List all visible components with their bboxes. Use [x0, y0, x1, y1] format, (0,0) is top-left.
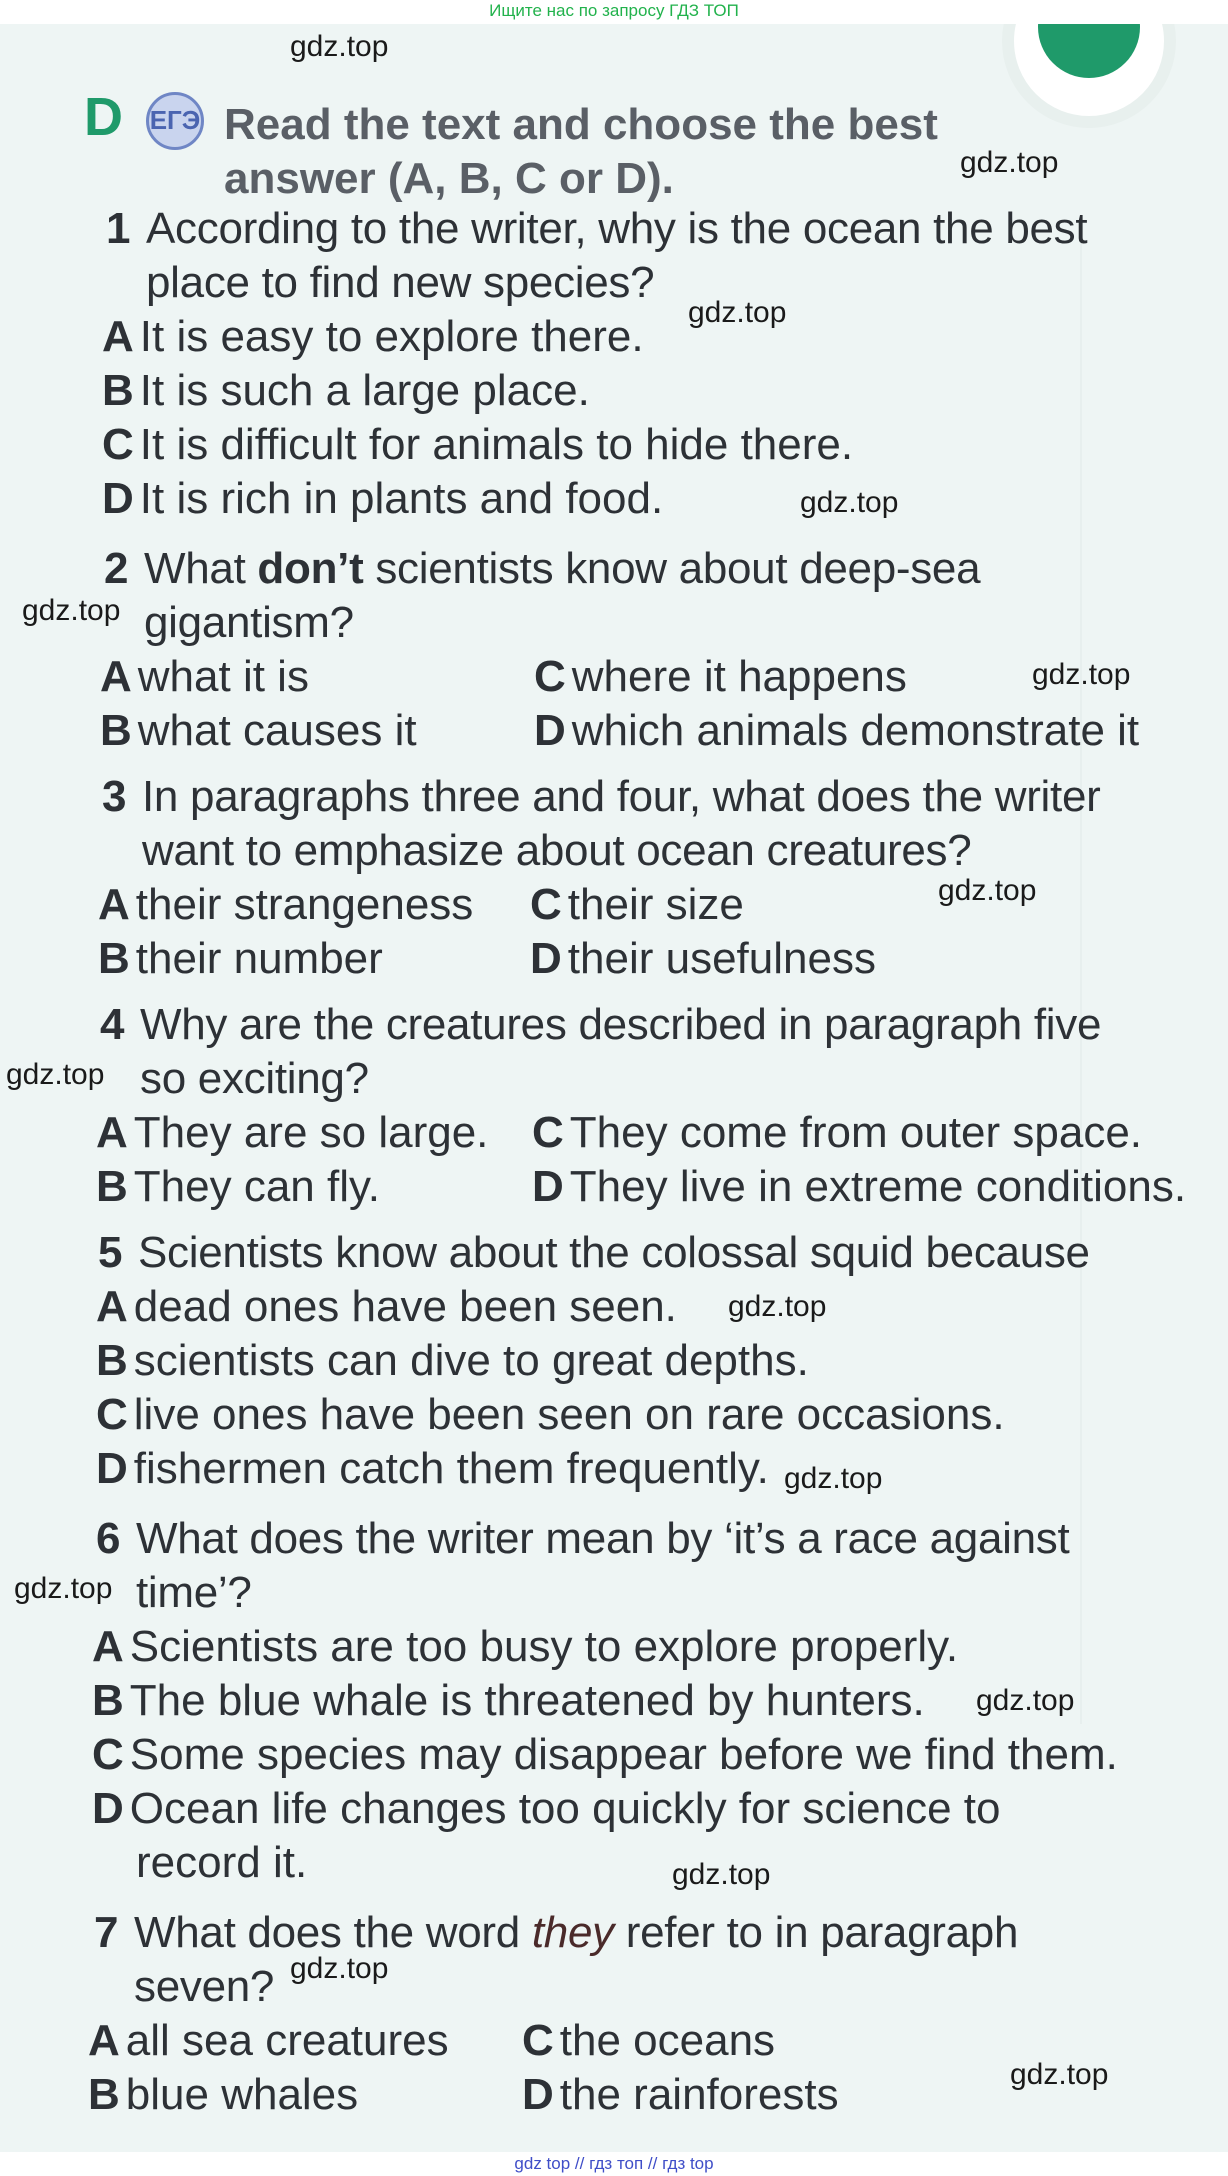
- option-text: They can fly.: [133, 1162, 380, 1211]
- option-text: their usefulness: [567, 934, 876, 983]
- watermark: gdz.top: [728, 1290, 827, 1323]
- question-text-emphasis: they: [531, 1908, 614, 1957]
- option-letter: C: [534, 652, 566, 701]
- question-text-part: What does the word: [134, 1908, 532, 1957]
- option-letter: A: [102, 312, 134, 361]
- option-letter: C: [532, 1108, 564, 1157]
- option-text: live ones have been seen on rare occasions.: [133, 1390, 1005, 1439]
- watermark: gdz.top: [14, 1572, 113, 1605]
- q6-option-c[interactable]: [92, 1728, 1118, 1782]
- option-text: what causes it: [137, 706, 417, 755]
- q2-option-c[interactable]: [534, 650, 907, 704]
- option-text: It is difficult for animals to hide there.: [139, 420, 854, 469]
- q1-option-a[interactable]: [102, 310, 644, 364]
- q7-option-c[interactable]: [522, 2014, 775, 2068]
- question-text-part: What: [144, 544, 258, 593]
- q7-option-d[interactable]: [522, 2068, 839, 2122]
- question-text-line-1: According to the writer, why is the ocean the best: [146, 204, 1088, 253]
- q7-option-b[interactable]: [88, 2068, 358, 2122]
- option-text: It is such a large place.: [139, 366, 590, 415]
- q2-option-b[interactable]: [100, 704, 417, 758]
- q1-option-d[interactable]: [102, 472, 663, 526]
- q5-option-c[interactable]: [96, 1388, 1005, 1442]
- option-letter: B: [92, 1676, 124, 1725]
- q4-option-a[interactable]: [96, 1106, 488, 1160]
- option-text: what it is: [137, 652, 309, 701]
- q4-option-c[interactable]: [532, 1106, 1142, 1160]
- question-text-line-1: [134, 1906, 1018, 1960]
- q4-option-b[interactable]: [96, 1160, 380, 1214]
- show-through-border: [1080, 224, 1142, 1724]
- watermark: gdz.top: [290, 30, 389, 63]
- question-number: 4: [100, 1000, 125, 1049]
- ege-badge-icon: ЕГЭ: [146, 92, 204, 150]
- question-text-line-2: seven?: [134, 1962, 275, 2011]
- option-letter: B: [96, 1336, 128, 1385]
- watermark: gdz.top: [1010, 2058, 1109, 2091]
- question-text-line-1: In paragraphs three and four, what does the writer: [142, 772, 1101, 821]
- question-number: 6: [96, 1514, 121, 1563]
- q1-option-c[interactable]: [102, 418, 853, 472]
- watermark: gdz.top: [672, 1858, 771, 1891]
- watermark: gdz.top: [784, 1462, 883, 1495]
- question-text-line-1: Scientists know about the colossal squid because: [138, 1228, 1090, 1277]
- question-number: 5: [98, 1228, 123, 1277]
- option-text: their size: [567, 880, 744, 929]
- option-text: The blue whale is threatened by hunters.: [129, 1676, 925, 1725]
- exercise-letter: D: [84, 87, 123, 147]
- option-text: where it happens: [571, 652, 907, 701]
- option-text: the oceans: [559, 2016, 776, 2065]
- option-text: their number: [135, 934, 383, 983]
- q6-option-a[interactable]: [92, 1620, 958, 1674]
- option-letter: B: [100, 706, 132, 755]
- question-text-emphasis: don’t: [257, 544, 364, 593]
- q6-option-d[interactable]: [92, 1782, 1000, 1836]
- question-text-part: scientists know about deep-sea: [363, 544, 981, 593]
- q5-option-d[interactable]: [96, 1442, 769, 1496]
- option-letter: B: [88, 2070, 120, 2119]
- option-letter: C: [102, 420, 134, 469]
- option-text: They live in extreme conditions.: [569, 1162, 1187, 1211]
- option-text: Scientists are too busy to explore properly.: [129, 1622, 959, 1671]
- option-letter: A: [88, 2016, 120, 2065]
- option-letter: A: [96, 1108, 128, 1157]
- option-letter: D: [96, 1444, 128, 1493]
- option-text: scientists can dive to great depths.: [133, 1336, 809, 1385]
- exercise-instruction: Read the text and choose the best answer (A, B, C or D).: [224, 100, 938, 203]
- q4-option-d[interactable]: [532, 1160, 1186, 1214]
- option-text: It is rich in plants and food.: [139, 474, 664, 523]
- question-number: 7: [94, 1908, 119, 1957]
- q5-option-a[interactable]: [96, 1280, 677, 1334]
- question-number: 2: [104, 544, 129, 593]
- option-letter: C: [96, 1390, 128, 1439]
- option-letter: A: [92, 1622, 124, 1671]
- watermark: gdz.top: [938, 874, 1037, 907]
- option-letter: B: [98, 934, 130, 983]
- q2-option-a[interactable]: [100, 650, 309, 704]
- option-letter: D: [534, 706, 566, 755]
- q1-option-b[interactable]: [102, 364, 590, 418]
- watermark: gdz.top: [1032, 658, 1131, 691]
- option-letter: C: [522, 2016, 554, 2065]
- option-letter: A: [100, 652, 132, 701]
- option-text: Ocean life changes too quickly for science to: [129, 1784, 1001, 1833]
- question-text-line-2: so exciting?: [140, 1054, 369, 1103]
- top-banner: [0, 0, 1228, 24]
- watermark: gdz.top: [976, 1684, 1075, 1717]
- option-text: dead ones have been seen.: [133, 1282, 677, 1331]
- q6-option-b[interactable]: [92, 1674, 925, 1728]
- q3-option-a[interactable]: [98, 878, 473, 932]
- option-text: fishermen catch them frequently.: [133, 1444, 769, 1493]
- option-letter: C: [530, 880, 562, 929]
- question-text-part: refer to in paragraph: [613, 1908, 1019, 1957]
- q3-option-b[interactable]: [98, 932, 383, 986]
- watermark: gdz.top: [22, 594, 121, 627]
- option-text: They are so large.: [133, 1108, 489, 1157]
- top-banner-text: Ищите нас по запросу ГДЗ ТОП: [489, 1, 739, 20]
- question-text-line-2: time’?: [136, 1568, 252, 1617]
- question-text-line-1: Why are the creatures described in paragraph five: [140, 1000, 1102, 1049]
- option-letter: C: [92, 1730, 124, 1779]
- option-letter: D: [532, 1162, 564, 1211]
- option-letter: B: [102, 366, 134, 415]
- question-text-line-2: place to find new species?: [146, 258, 655, 307]
- option-letter: A: [98, 880, 130, 929]
- q3-option-c[interactable]: [530, 878, 744, 932]
- option-text: Some species may disappear before we find them.: [129, 1730, 1118, 1779]
- question-text-line-1: [144, 542, 980, 596]
- q2-option-d[interactable]: [534, 704, 1139, 758]
- bottom-banner: [0, 2152, 1228, 2176]
- question-number: 3: [102, 772, 127, 821]
- option-text: blue whales: [125, 2070, 359, 2119]
- option-text: It is easy to explore there.: [139, 312, 644, 361]
- q6-option-d-continuation: record it.: [136, 1838, 308, 1887]
- q5-option-b[interactable]: [96, 1334, 809, 1388]
- option-text: They come from outer space.: [569, 1108, 1143, 1157]
- watermark: gdz.top: [960, 146, 1059, 179]
- watermark: gdz.top: [800, 486, 899, 519]
- question-text-line-1: What does the writer mean by ‘it’s a race against: [136, 1514, 1070, 1563]
- question-text-line-2: gigantism?: [144, 598, 354, 647]
- question-number: 1: [106, 204, 131, 253]
- bottom-banner-text: gdz top // гдз топ // гдз top: [514, 2154, 714, 2173]
- option-letter: A: [96, 1282, 128, 1331]
- option-text: all sea creatures: [125, 2016, 449, 2065]
- question-text-line-2: want to emphasize about ocean creatures?: [142, 826, 972, 875]
- option-letter: D: [102, 474, 134, 523]
- watermark: gdz.top: [290, 1952, 389, 1985]
- q7-option-a[interactable]: [88, 2014, 449, 2068]
- watermark: gdz.top: [688, 296, 787, 329]
- option-letter: D: [530, 934, 562, 983]
- q3-option-d[interactable]: [530, 932, 876, 986]
- option-text: their strangeness: [135, 880, 474, 929]
- option-letter: D: [522, 2070, 554, 2119]
- textbook-page: [0, 24, 1228, 2152]
- option-text: the rainforests: [559, 2070, 839, 2119]
- option-letter: B: [96, 1162, 128, 1211]
- option-text: which animals demonstrate it: [571, 706, 1140, 755]
- option-letter: D: [92, 1784, 124, 1833]
- watermark: gdz.top: [6, 1058, 105, 1091]
